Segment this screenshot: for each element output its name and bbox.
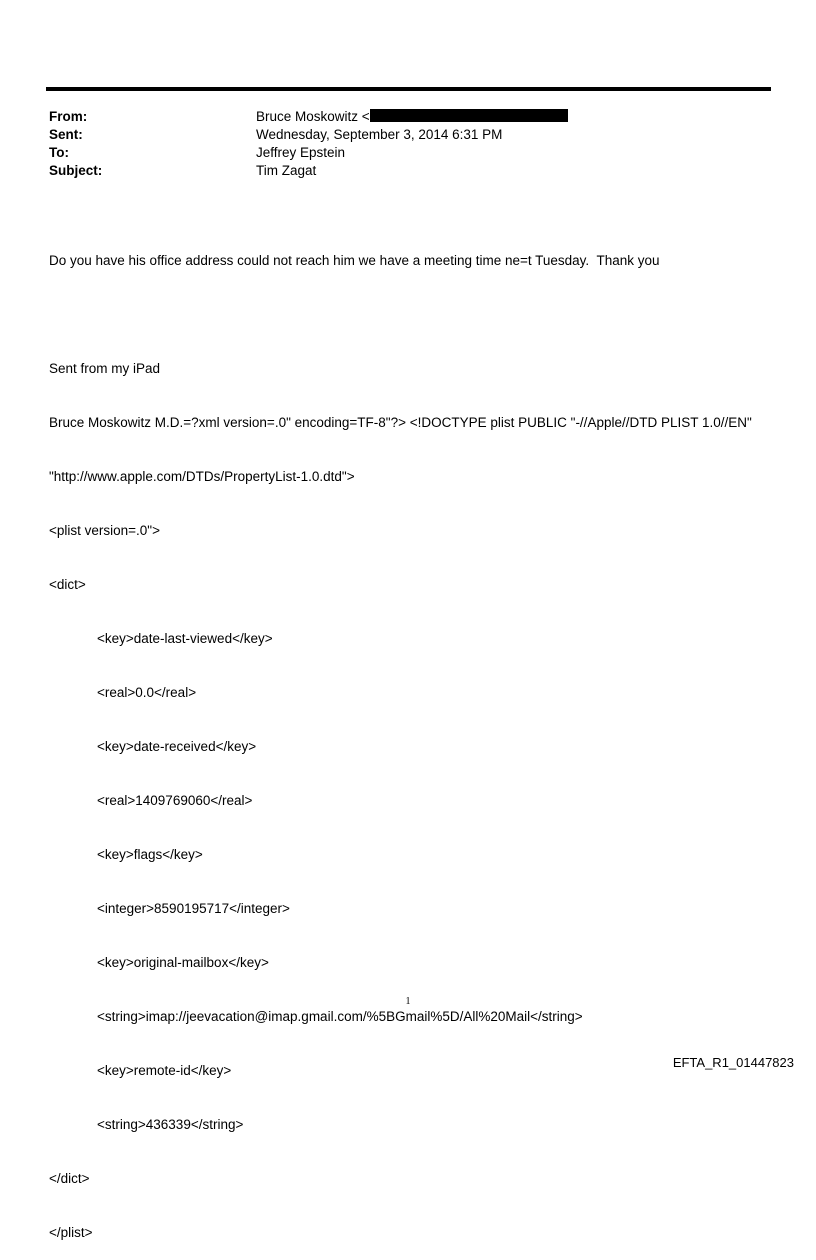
plist-close: </plist> xyxy=(49,1225,93,1240)
dict-line: <key>remote-id</key> xyxy=(97,1063,232,1078)
dict-line: <integer>8590195717</integer> xyxy=(97,901,290,916)
dict-line: <real>1409769060</real> xyxy=(97,793,253,808)
email-header xyxy=(49,108,568,180)
from-name: Bruce Moskowitz < xyxy=(256,109,370,124)
dict-line: <string>imap://jeevacation@imap.gmail.com/%5BGmail%5D/All%20Mail</string> xyxy=(97,1009,583,1024)
sent-label: Sent: xyxy=(49,127,83,142)
from-value xyxy=(256,108,568,126)
header-divider xyxy=(46,87,771,91)
sent-row xyxy=(49,126,568,144)
bates-number: EFTA_R1_01447823 xyxy=(672,1055,794,1070)
to-label: To: xyxy=(49,145,69,160)
redaction-bar xyxy=(370,109,568,122)
dict-line: <key>original-mailbox</key> xyxy=(97,955,269,970)
email-body xyxy=(49,216,752,1260)
dict-line: <key>flags</key> xyxy=(97,847,203,862)
subject-value: Tim Zagat xyxy=(256,163,317,178)
dict-open: <dict> xyxy=(49,577,86,592)
dict-close: </dict> xyxy=(49,1171,90,1186)
page-number: 1 xyxy=(405,996,411,1007)
from-row xyxy=(49,108,568,126)
plist-open: <plist version=.0"> xyxy=(49,523,160,538)
dict-line: <real>0.0</real> xyxy=(97,685,197,700)
dtd-url: "http://www.apple.com/DTDs/PropertyList-1.0.dtd"> xyxy=(49,469,355,484)
to-value: Jeffrey Epstein xyxy=(256,145,346,160)
signature-device: Sent from my iPad xyxy=(49,361,161,376)
subject-row xyxy=(49,162,568,180)
message-text: Do you have his office address could not reach him we have a meeting time ne=t Tuesday. Thank you xyxy=(49,253,660,268)
sent-value: Wednesday, September 3, 2014 6:31 PM xyxy=(256,127,503,142)
dict-line: <key>date-last-viewed</key> xyxy=(97,631,273,646)
dict-line: <string>436339</string> xyxy=(97,1117,244,1132)
subject-label: Subject: xyxy=(49,163,103,178)
to-row xyxy=(49,144,568,162)
blank-line xyxy=(49,306,752,324)
signature-name-xml: Bruce Moskowitz M.D.=?xml version=.0" encoding=TF-8"?> <!DOCTYPE plist PUBLIC "-//Apple//DTD PLIST 1.0//EN" xyxy=(49,415,752,430)
from-label: From: xyxy=(49,109,88,124)
dict-line: <key>date-received</key> xyxy=(97,739,257,754)
